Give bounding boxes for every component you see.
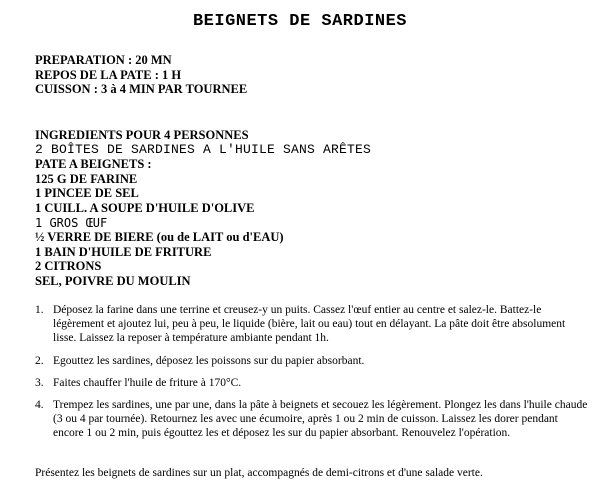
step-number: 1.	[35, 304, 44, 316]
instruction-step	[35, 398, 590, 441]
ingredient-item: 1 GROS ŒUF	[35, 215, 108, 230]
cooking-time: CUISSON : 3 à 4 MIN PAR TOURNEE	[35, 82, 248, 97]
step-number: 2.	[35, 354, 44, 367]
instruction-step	[35, 376, 590, 390]
instructions-list	[35, 303, 590, 449]
step-number: 3.	[35, 376, 44, 389]
recipe-title: BEIGNETS DE SARDINES	[192, 12, 408, 31]
instruction-step	[35, 354, 590, 368]
instruction-step	[35, 303, 590, 346]
timing-block	[35, 53, 247, 97]
ingredient-subheading: PATE A BEIGNETS :	[35, 157, 152, 172]
ingredient-item: SEL, POIVRE DU MOULIN	[35, 273, 191, 288]
step-number: 4.	[35, 399, 44, 412]
ingredient-item: 2 BOÎTES DE SARDINES A L'HUILE SANS ARÊTES	[35, 141, 372, 157]
ingredient-item: 1 PINCEE DE SEL	[35, 186, 139, 201]
step-text: Déposez la farine dans une terrine et creusez-y un puits. Cassez l'œuf entier au centre et salez-le. Battez-le légèrement et ajoutez lui, peu à peu, le liquide (bière, lait ou eau) tout en délayant. La pâte doit être absolument lisse. Laissez la reposer à température ambiante pendant 1h.	[53, 304, 566, 345]
step-text: Trempez les sardines, une par une, dans la pâte à beignets et secouez les légèrement. Plongez les dans l'huile chaude (3 ou 4 par tournée). Retournez les avec une écumoire, après 1 ou 2 min de cuisson. Laissez les dorer pendant encore 1 ou 2 min, puis égouttez les et déposez les sur du papier absorbant. Renouvelez l'opération.	[53, 399, 588, 440]
ingredient-item: 1 BAIN D'HUILE DE FRITURE	[35, 244, 212, 259]
ingredient-item: 1 CUILL. A SOUPE D'HUILE D'OLIVE	[35, 200, 255, 215]
step-text: Faites chauffer l'huile de friture à 170°C.	[53, 376, 242, 389]
ingredient-item: 2 CITRONS	[35, 259, 102, 274]
step-text: Egouttez les sardines, déposez les poissons sur du papier absorbant.	[53, 354, 365, 367]
preparation-time: PREPARATION : 20 MN	[35, 53, 172, 67]
ingredient-item: 125 G DE FARINE	[35, 171, 138, 186]
rest-time: REPOS DE LA PATE : 1 H	[35, 67, 182, 82]
ingredients-heading: INGREDIENTS POUR 4 PERSONNES	[35, 128, 249, 142]
ingredients-block	[35, 128, 371, 289]
serving-note: Présentez les beignets de sardines sur un plat, accompagnés de demi-citrons et d'une salade verte.	[35, 467, 483, 479]
ingredient-item: ½ VERRE DE BIERE (ou de LAIT ou d'EAU)	[35, 230, 284, 245]
